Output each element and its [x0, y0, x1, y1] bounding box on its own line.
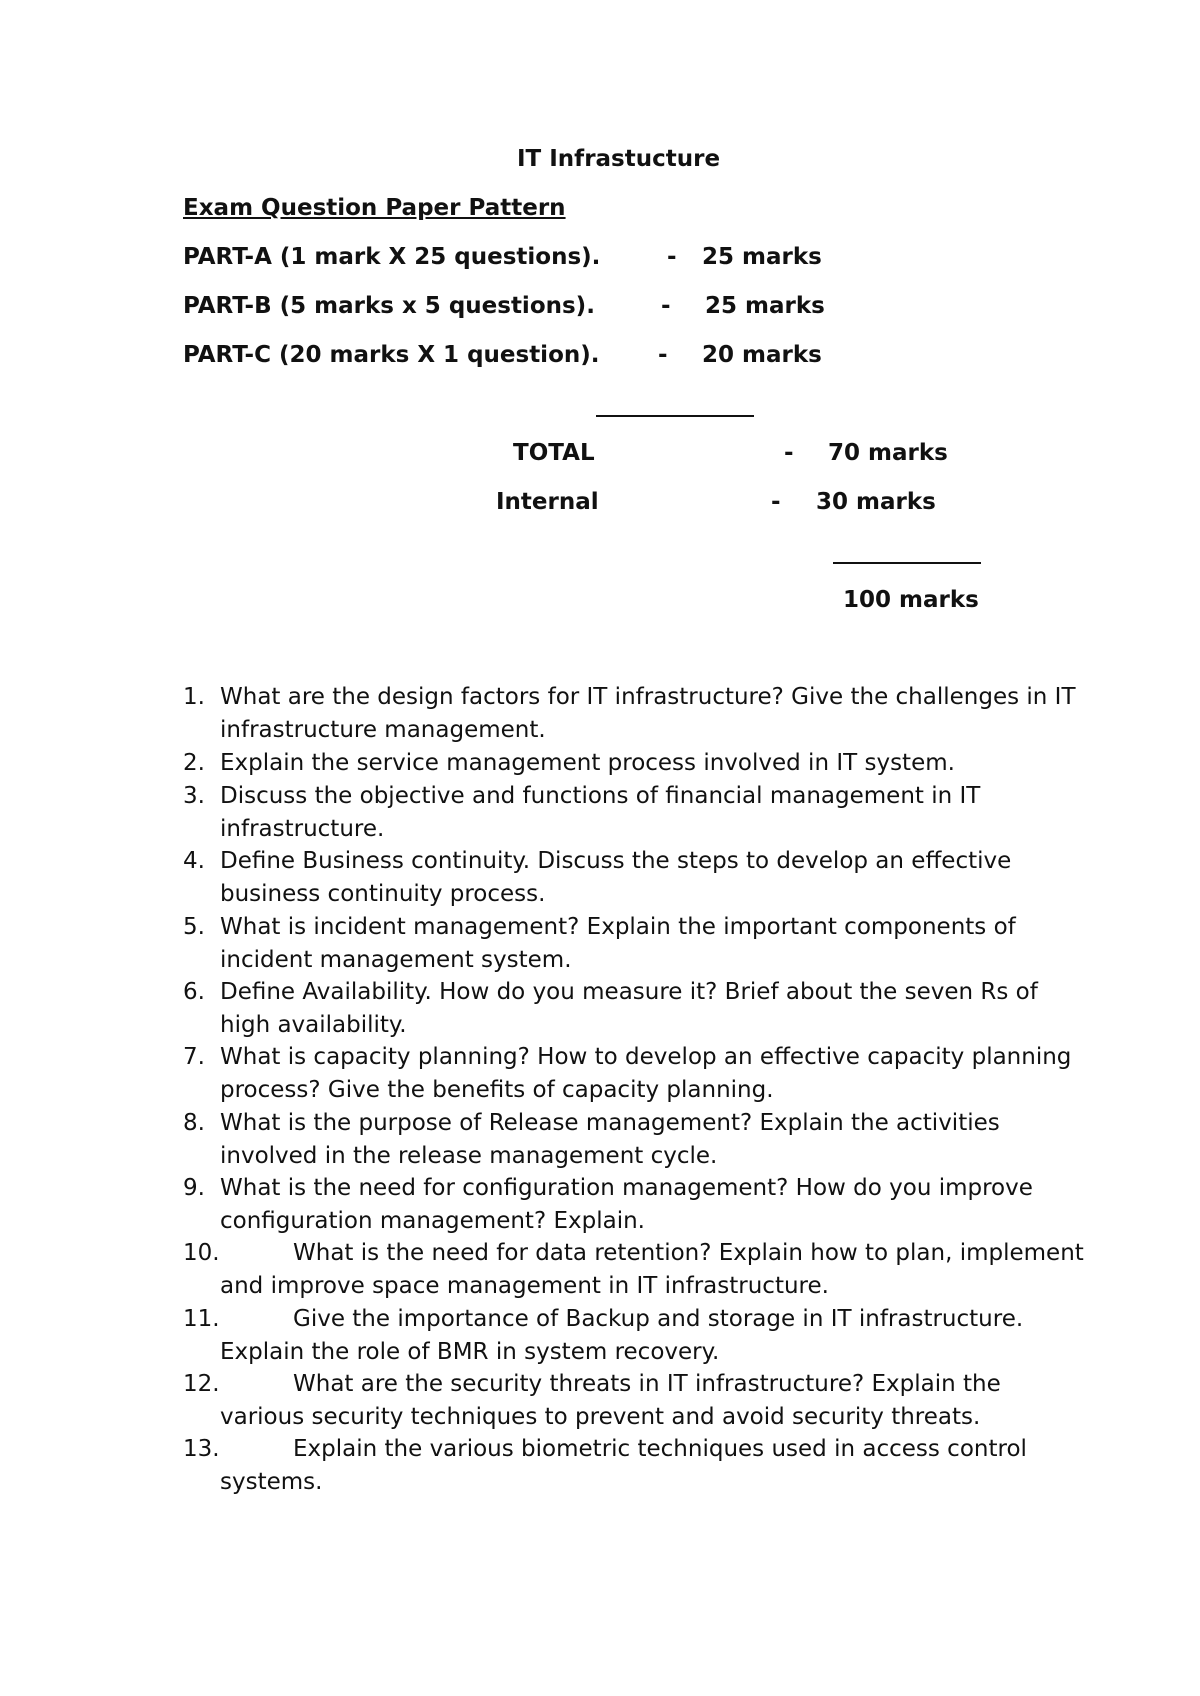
total-marks: 70 marks — [828, 440, 948, 466]
internal-label: Internal — [496, 489, 599, 515]
question-text: What is the purpose of Release management? Explain the activities involved in the release management cycle. — [220, 1110, 1000, 1169]
question-number: 10. — [183, 1240, 220, 1266]
pattern-row-label: PART-A (1 mark X 25 questions). — [183, 244, 601, 270]
question-number: 13. — [183, 1436, 220, 1462]
question-text: Explain the various biometric techniques used in access control systems. — [220, 1436, 1027, 1495]
total-label: TOTAL — [513, 440, 595, 466]
question-number: 2. — [183, 750, 205, 776]
question-number: 1. — [183, 684, 205, 710]
total-dash: - — [784, 440, 794, 466]
page-title: IT Infrastucture — [517, 146, 721, 172]
pattern-heading: Exam Question Paper Pattern — [183, 195, 566, 221]
internal-dash: - — [771, 489, 781, 515]
pattern-row-marks: 20 marks — [702, 342, 822, 368]
question-text: What is incident management? Explain the important components of incident management system. — [220, 914, 1016, 973]
question-number: 4. — [183, 848, 205, 874]
subtotal-rule — [596, 415, 754, 417]
question-number: 9. — [183, 1175, 205, 1201]
question-text: Explain the service management process involved in IT system. — [220, 750, 955, 776]
grand-total: 100 marks — [843, 587, 979, 613]
question-text: What is the need for configuration management? How do you improve configuration management? Explain. — [220, 1175, 1033, 1234]
question-number: 3. — [183, 783, 205, 809]
pattern-row-marks: 25 marks — [705, 293, 825, 319]
pattern-row-label: PART-C (20 marks X 1 question). — [183, 342, 600, 368]
question-text: Define Availability. How do you measure it? Brief about the seven Rs of high availability. — [220, 979, 1038, 1038]
pattern-row-marks: 25 marks — [702, 244, 822, 270]
question-number: 11. — [183, 1306, 220, 1332]
question-text: What are the security threats in IT infrastructure? Explain the various security techniques to prevent and avoid security threats. — [220, 1371, 1001, 1430]
pattern-row-dash: - — [661, 293, 671, 319]
question-number: 5. — [183, 914, 205, 940]
question-number: 8. — [183, 1110, 205, 1136]
total-rule — [833, 562, 981, 564]
question-text: Discuss the objective and functions of financial management in IT infrastructure. — [220, 783, 981, 842]
question-text: Give the importance of Backup and storage in IT infrastructure. Explain the role of BMR in system recovery. — [220, 1306, 1024, 1365]
question-number: 7. — [183, 1044, 205, 1070]
pattern-row-label: PART-B (5 marks x 5 questions). — [183, 293, 595, 319]
pattern-row-dash: - — [658, 342, 668, 368]
internal-marks: 30 marks — [816, 489, 936, 515]
question-text: What is capacity planning? How to develop an effective capacity planning process? Give the benefits of capacity planning. — [220, 1044, 1072, 1103]
question-number: 6. — [183, 979, 205, 1005]
question-text: What are the design factors for IT infrastructure? Give the challenges in IT infrastructure management. — [220, 684, 1076, 743]
question-text: Define Business continuity. Discuss the steps to develop an effective business continuity process. — [220, 848, 1012, 907]
question-text: What is the need for data retention? Explain how to plan, implement and improve space management in IT infrastructure. — [220, 1240, 1084, 1299]
question-number: 12. — [183, 1371, 220, 1397]
pattern-row-dash: - — [667, 244, 677, 270]
